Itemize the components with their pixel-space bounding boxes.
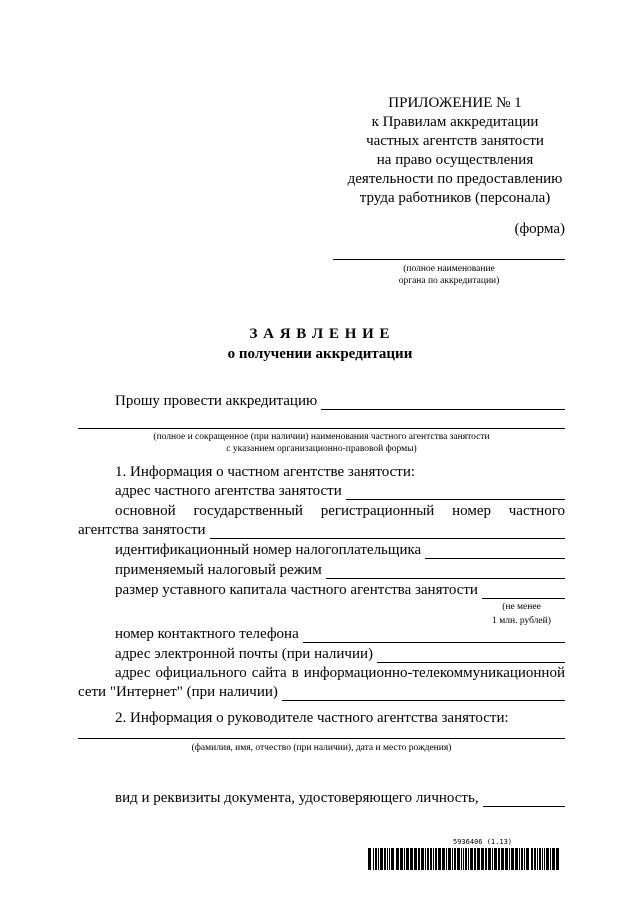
barcode-bar — [418, 848, 420, 870]
barcode-bar — [414, 848, 417, 870]
barcode-bar — [474, 848, 476, 870]
barcode-bar — [542, 848, 543, 870]
barcode-bar — [501, 848, 504, 870]
email-input-line[interactable] — [377, 648, 565, 663]
barcode-bar — [519, 848, 520, 870]
barcode-bar — [521, 848, 523, 870]
address-label: адрес частного агентства занятости — [115, 483, 342, 499]
tax-regime-input-line[interactable] — [326, 564, 565, 579]
barcode-bar — [368, 848, 371, 870]
site-cont-row — [78, 684, 565, 701]
barcode-bar — [435, 848, 437, 870]
barcode-bar — [387, 848, 388, 870]
email-row — [115, 646, 565, 663]
ogrn-cont-label: агентства занятости — [78, 522, 206, 538]
caption-line: с указанием организационно-правовой формы) — [226, 444, 417, 454]
site-input-line[interactable] — [282, 686, 565, 701]
address-row — [115, 483, 565, 500]
ogrn-row — [115, 503, 565, 520]
barcode-bar — [438, 848, 441, 870]
site-row — [115, 665, 565, 682]
barcode-bar — [406, 848, 409, 870]
barcode-bar — [446, 848, 447, 870]
barcode-bar — [515, 848, 518, 870]
id-doc-input-line[interactable] — [483, 792, 565, 807]
barcode-number: 5936406 (1.13) — [453, 838, 513, 846]
site-word: официального — [155, 665, 247, 681]
capital-note-line: (не менее — [502, 602, 541, 612]
ogrn-cont-row — [78, 522, 565, 539]
site-cont-label: сети "Интернет" (при наличии) — [78, 684, 278, 700]
barcode-bar — [389, 848, 390, 870]
inn-row — [115, 542, 565, 559]
ogrn-word: государственный — [193, 503, 303, 519]
section2-heading: 2. Информация о руководителе частного агентства занятости: — [115, 710, 509, 726]
barcode-bar — [457, 848, 460, 870]
barcode-bar — [531, 848, 533, 870]
appendix-line: к Правилам аккредитации — [371, 114, 539, 130]
barcode — [368, 848, 565, 870]
barcode-bar — [477, 848, 480, 870]
appendix-line: на право осуществления — [376, 152, 534, 168]
barcode-bar — [442, 848, 445, 870]
barcode-bar — [400, 848, 403, 870]
document-title: З А Я В Л Е Н И Е — [249, 326, 391, 342]
barcode-bar — [550, 848, 551, 870]
phone-label: номер контактного телефона — [115, 626, 299, 642]
director-input-line[interactable] — [78, 738, 565, 739]
director-caption: (фамилия, имя, отчество (при наличии), дата и место рождения) — [191, 743, 452, 753]
phone-input-line[interactable] — [303, 628, 565, 643]
caption-line: органа по аккредитации) — [398, 276, 500, 286]
barcode-bar — [526, 848, 529, 870]
barcode-bar — [470, 848, 473, 870]
ogrn-word: номер — [452, 503, 491, 519]
capital-row — [115, 582, 565, 599]
barcode-bar — [556, 848, 559, 870]
agency-caption — [78, 431, 565, 455]
barcode-bar — [433, 848, 434, 870]
phone-row — [115, 626, 565, 643]
barcode-bar — [485, 848, 487, 870]
caption-line: (полное наименование — [403, 264, 495, 274]
caption-line: (полное и сокращенное (при наличии) наименования частного агентства занятости — [153, 432, 490, 442]
section1-heading: 1. Информация о частном агентстве занятости: — [115, 464, 416, 480]
barcode-bar — [404, 848, 405, 870]
barcode-bar — [454, 848, 456, 870]
barcode-bar — [546, 848, 549, 870]
capital-input-line[interactable] — [482, 584, 565, 599]
barcode-bar — [396, 848, 399, 870]
barcode-bar — [410, 848, 413, 870]
barcode-bar — [468, 848, 469, 870]
barcode-bar — [481, 848, 484, 870]
appendix-number: ПРИЛОЖЕНИЕ № 1 — [388, 95, 522, 111]
barcode-bar — [465, 848, 467, 870]
appendix-line: частных агентств занятости — [366, 133, 544, 149]
barcode-bar — [373, 848, 374, 870]
barcode-bar — [524, 848, 525, 870]
capital-note — [478, 601, 565, 627]
barcode-bar — [461, 848, 462, 870]
barcode-bar — [539, 848, 541, 870]
barcode-bar — [380, 848, 383, 870]
barcode-bar — [488, 848, 491, 870]
ogrn-input-line[interactable] — [210, 524, 565, 539]
barcode-bar — [384, 848, 386, 870]
barcode-bar — [509, 848, 510, 870]
authority-input-line[interactable] — [333, 259, 565, 260]
barcode-bar — [448, 848, 451, 870]
barcode-bar — [421, 848, 424, 870]
ogrn-word: основной — [115, 503, 176, 519]
capital-note-line: 1 млн. рублей) — [492, 616, 551, 626]
capital-label: размер уставного капитала частного агентства занятости — [115, 582, 478, 598]
request-input-line[interactable] — [321, 395, 565, 410]
request-label: Прошу провести аккредитацию — [115, 393, 318, 409]
tax-regime-row — [115, 562, 565, 579]
request-row — [115, 393, 565, 410]
inn-input-line[interactable] — [425, 544, 565, 559]
barcode-bar — [498, 848, 500, 870]
site-word: в — [291, 665, 299, 681]
barcode-bar — [492, 848, 493, 870]
barcode-bar — [552, 848, 555, 870]
barcode-bar — [537, 848, 538, 870]
id-doc-label: вид и реквизиты документа, удостоверяющего личность, — [115, 790, 479, 806]
barcode-bar — [425, 848, 426, 870]
barcode-bar — [505, 848, 508, 870]
ogrn-word: регистрационный — [320, 503, 435, 519]
barcode-bar — [375, 848, 377, 870]
barcode-bar — [452, 848, 453, 870]
site-word: информационно-телекоммуникационной — [303, 665, 565, 681]
barcode-bar — [544, 848, 545, 870]
barcode-bar — [427, 848, 429, 870]
site-word: сайта — [251, 665, 287, 681]
barcode-bar — [494, 848, 497, 870]
barcode-bar — [430, 848, 432, 870]
address-input-line[interactable] — [346, 485, 565, 500]
barcode-bar — [391, 848, 394, 870]
form-label: (форма) — [514, 221, 565, 237]
appendix-line: деятельности по предоставлению — [347, 171, 563, 187]
email-label: адрес электронной почты (при наличии) — [115, 646, 373, 662]
ogrn-word: частного — [508, 503, 565, 519]
agency-name-line[interactable] — [78, 428, 565, 429]
id-doc-row — [115, 790, 565, 807]
barcode-bar — [378, 848, 379, 870]
document-subtitle: о получении аккредитации — [227, 346, 413, 362]
barcode-bar — [534, 848, 536, 870]
tax-regime-label: применяемый налоговый режим — [115, 562, 322, 578]
appendix-line: труда работников (персонала) — [359, 190, 551, 206]
authority-caption — [333, 263, 565, 287]
barcode-bar — [463, 848, 464, 870]
inn-label: идентификационный номер налогоплательщика — [115, 542, 422, 558]
site-word: адрес — [115, 665, 151, 681]
barcode-bar — [511, 848, 514, 870]
